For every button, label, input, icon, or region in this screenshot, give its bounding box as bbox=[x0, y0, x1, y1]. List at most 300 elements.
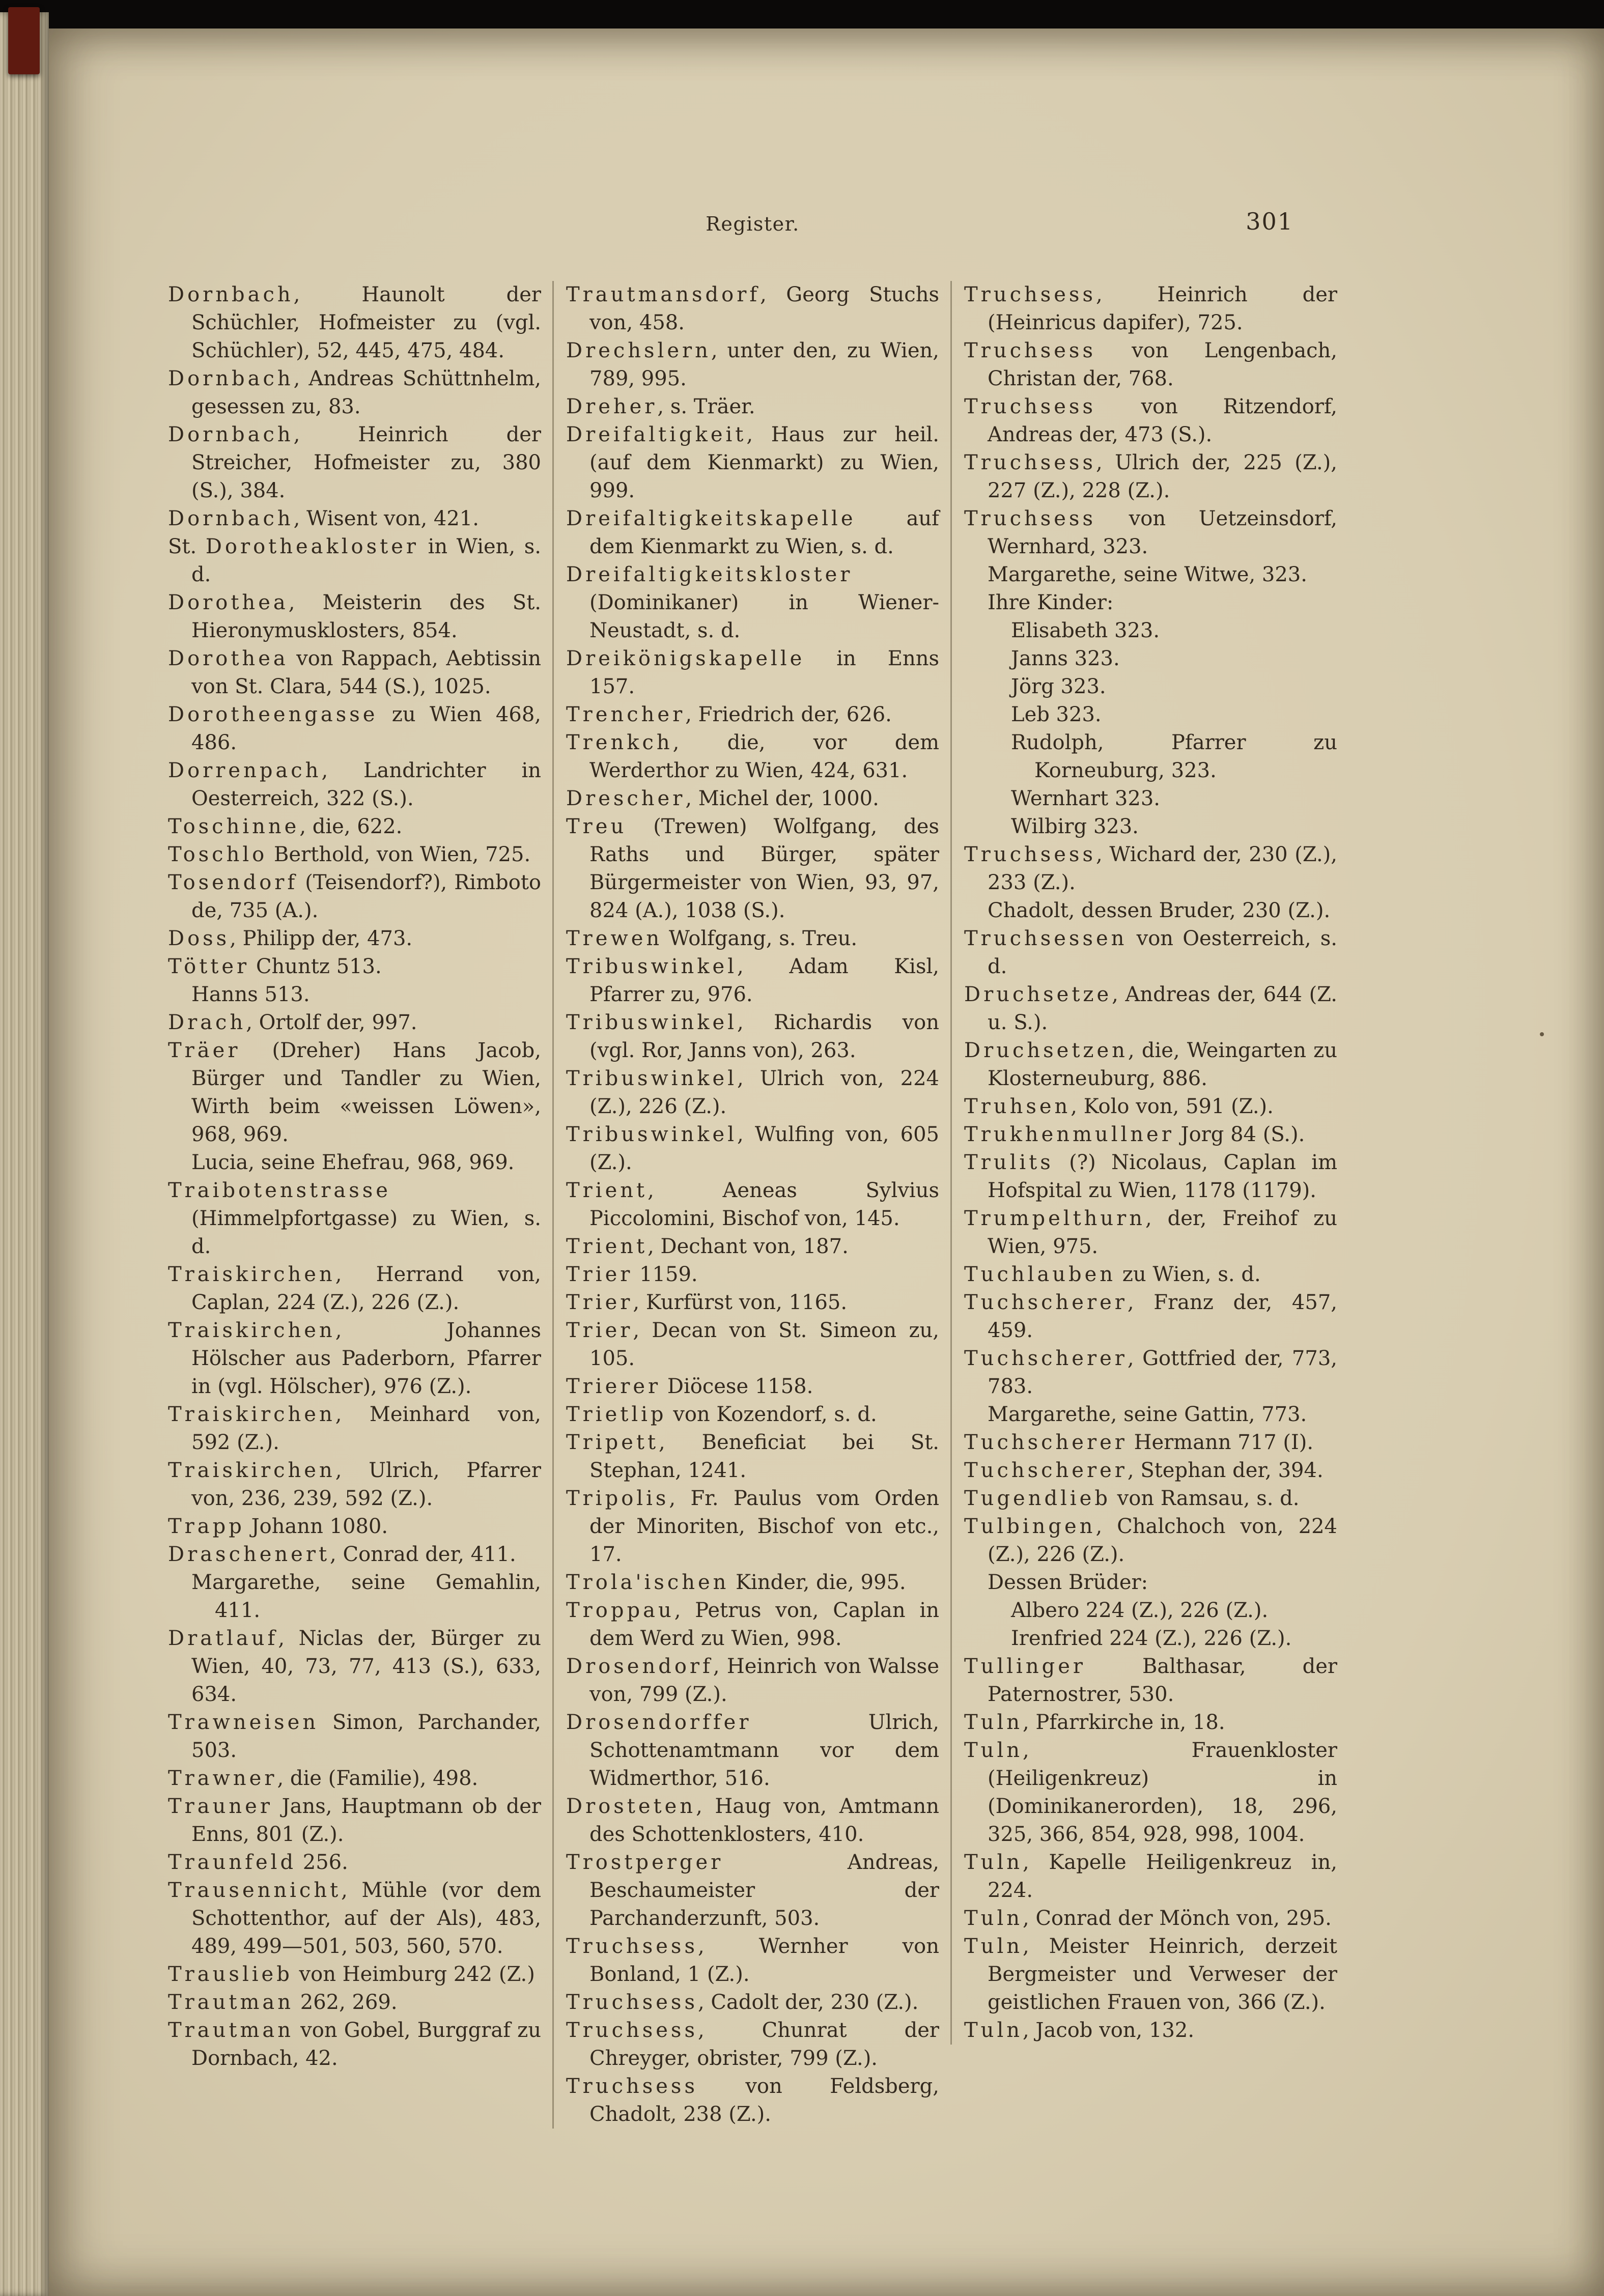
index-entry bbox=[566, 1429, 939, 1485]
entry-headword: Truchsess bbox=[964, 843, 1096, 866]
entry-text: (Trewen) Wolfgang, des Raths und Bürger, später Bürgermeister von Wien, 93, 97, 824 (A.), 1038 (S.). bbox=[589, 815, 939, 922]
entry-headword: Tuchscherer bbox=[964, 1459, 1128, 1482]
entry-text: , Jacob von, 132. bbox=[1023, 2019, 1195, 2042]
index-entry bbox=[168, 2017, 541, 2073]
entry-headword: Dreikönigskapelle bbox=[566, 647, 805, 670]
index-entry bbox=[964, 841, 1337, 897]
ink-speck bbox=[1540, 1032, 1544, 1036]
entry-text: , Chunrat der Chreyger, obrister, 799 (Z.). bbox=[589, 2019, 939, 2070]
entry-text: , Johannes Hölscher aus Paderborn, Pfarrer in (vgl. Hölscher), 976 (Z.). bbox=[191, 1319, 541, 1398]
entry-text: von Ramsau, s. d. bbox=[1110, 1487, 1300, 1510]
entry-text: , Pfarrkirche in, 18. bbox=[1023, 1711, 1225, 1734]
entry-text: Diöcese 1158. bbox=[661, 1375, 813, 1398]
entry-headword: Tuln bbox=[964, 1711, 1023, 1734]
index-entry bbox=[168, 1569, 541, 1625]
entry-headword: Druchsetzen bbox=[964, 1039, 1128, 1062]
entry-text: , Beneficiat bei St. Stephan, 1241. bbox=[589, 1431, 939, 1482]
entry-headword: Truchsessen bbox=[964, 927, 1128, 950]
index-entry bbox=[964, 1149, 1337, 1205]
entry-text: von Gobel, Burggraf zu Dornbach, 42. bbox=[191, 2019, 541, 2070]
index-entry bbox=[566, 1009, 939, 1065]
entry-text: von Lengenbach, Christan der, 768. bbox=[988, 339, 1337, 390]
entry-text: Jorg 84 (S.). bbox=[1174, 1123, 1305, 1146]
entry-headword: Traibotenstrasse bbox=[168, 1179, 391, 1202]
entry-headword: Trola'ischen bbox=[566, 1571, 729, 1594]
index-entry bbox=[168, 589, 541, 645]
entry-headword: Trulits bbox=[964, 1151, 1054, 1174]
entry-headword: Treu bbox=[566, 815, 627, 838]
index-entry bbox=[566, 1261, 939, 1289]
entry-text: , Ulrich, Pfarrer von, 236, 239, 592 (Z.). bbox=[191, 1459, 541, 1510]
entry-text: , Meisterin des St. Hieronymusklosters, 854. bbox=[191, 591, 541, 642]
entry-headword: Truchsess bbox=[566, 1991, 698, 2014]
entry-headword: Tugendlieb bbox=[964, 1487, 1111, 1510]
entry-headword: Dratlauf bbox=[168, 1627, 278, 1650]
entry-headword: Toschinne bbox=[168, 815, 300, 838]
index-entry bbox=[964, 1905, 1337, 1933]
entry-headword: Trumpelthurn bbox=[964, 1207, 1146, 1230]
index-entry bbox=[566, 645, 939, 701]
index-entry bbox=[168, 1625, 541, 1709]
entry-text: , die, 622. bbox=[299, 815, 403, 838]
index-entry bbox=[566, 421, 939, 505]
index-entry bbox=[964, 589, 1337, 617]
entry-text: auf dem Kienmarkt zu Wien, s. d. bbox=[589, 507, 939, 558]
index-entry bbox=[168, 869, 541, 925]
entry-headword: Trenkch bbox=[566, 731, 673, 754]
entry-headword: Träer bbox=[168, 1039, 241, 1062]
column-3 bbox=[950, 281, 1337, 2045]
entry-text: , die, vor dem Werderthor zu Wien, 424, 631. bbox=[589, 731, 939, 782]
entry-headword: Troppau bbox=[566, 1599, 674, 1622]
index-entry bbox=[168, 281, 541, 365]
book-cover-corner bbox=[8, 7, 40, 74]
entry-text: von Uetzeinsdorf, Wernhard, 323. bbox=[988, 507, 1337, 558]
entry-text: in Wien, s. d. bbox=[191, 535, 542, 586]
index-entry bbox=[168, 505, 541, 533]
index-entry bbox=[566, 1485, 939, 1569]
entry-text: , Heinrich der Streicher, Hofmeister zu, 380 (S.), 384. bbox=[191, 423, 541, 502]
entry-text: , Michel der, 1000. bbox=[685, 787, 879, 810]
entry-headword: Truchsess bbox=[964, 507, 1096, 530]
entry-text: , Kurfürst von, 1165. bbox=[633, 1291, 848, 1314]
entry-headword: Tribuswinkel bbox=[566, 1011, 737, 1034]
entry-headword: Tribuswinkel bbox=[566, 1123, 737, 1146]
entry-headword: Dornbach bbox=[168, 283, 294, 306]
index-entry bbox=[964, 1037, 1337, 1093]
index-entry bbox=[964, 1205, 1337, 1261]
index-entry bbox=[964, 645, 1337, 673]
entry-headword: Drescher bbox=[566, 787, 686, 810]
entry-headword: Doss bbox=[168, 927, 230, 950]
entry-text: , Niclas der, Bürger zu Wien, 40, 73, 77, 413 (S.), 633, 634. bbox=[191, 1627, 541, 1706]
index-entry bbox=[168, 1849, 541, 1877]
entry-text: zu Wien, s. d. bbox=[1116, 1263, 1261, 1286]
index-entry bbox=[168, 981, 541, 1009]
entry-text: , Haus zur heil. (auf dem Kienmarkt) zu Wien, 999. bbox=[589, 423, 939, 502]
entry-headword: Tuln bbox=[964, 1935, 1023, 1958]
entry-headword: Tuchscherer bbox=[964, 1431, 1128, 1454]
entry-text: Balthasar, der Paternostrer, 530. bbox=[988, 1655, 1337, 1706]
index-entry bbox=[964, 1485, 1337, 1513]
index-entry bbox=[168, 1009, 541, 1037]
index-entry bbox=[566, 1793, 939, 1849]
entry-text: , Ortolf der, 997. bbox=[246, 1011, 417, 1034]
entry-text: (?) Nicolaus, Caplan im Hofspital zu Wien, 1178 (1179). bbox=[988, 1151, 1337, 1202]
entry-headword: Tuln bbox=[964, 1907, 1023, 1930]
entry-text: Wilbirg 323. bbox=[1011, 815, 1139, 838]
entry-headword: Trier bbox=[566, 1263, 633, 1286]
entry-headword: Tribuswinkel bbox=[566, 1067, 737, 1090]
entry-text: , Cadolt der, 230 (Z.). bbox=[697, 1991, 919, 2014]
entry-headword: Tripolis bbox=[566, 1487, 669, 1510]
entry-text: von Feldsberg, Chadolt, 238 (Z.). bbox=[589, 2075, 939, 2126]
index-entry bbox=[566, 1709, 939, 1793]
entry-headword: Tribuswinkel bbox=[566, 955, 737, 978]
index-entry bbox=[964, 813, 1337, 841]
entry-text: Chadolt, dessen Bruder, 230 (Z.). bbox=[988, 899, 1331, 922]
entry-headword: Dorothea bbox=[168, 647, 289, 670]
entry-text: , Herrand von, Caplan, 224 (Z.), 226 (Z.). bbox=[191, 1263, 541, 1314]
entry-text: , s. Träer. bbox=[657, 395, 755, 418]
index-entry bbox=[964, 1709, 1337, 1737]
index-entry bbox=[566, 1989, 939, 2017]
entry-text: , Heinrich der (Heinricus dapifer), 725. bbox=[988, 283, 1337, 334]
entry-text: Albero 224 (Z.), 226 (Z.). bbox=[1011, 1599, 1269, 1622]
index-entry bbox=[964, 617, 1337, 645]
entry-headword: Dornbach bbox=[168, 507, 294, 530]
index-entry bbox=[566, 785, 939, 813]
index-entry bbox=[168, 925, 541, 953]
entry-text: , Aeneas Sylvius Piccolomini, Bischof von, 145. bbox=[589, 1179, 939, 1230]
index-entry bbox=[168, 1541, 541, 1569]
book-page-edges bbox=[0, 12, 49, 2296]
entry-text: , Wichard der, 230 (Z.), 233 (Z.). bbox=[988, 843, 1337, 894]
entry-headword: Trient bbox=[566, 1235, 648, 1258]
entry-headword: Dorotheengasse bbox=[168, 703, 378, 726]
entry-text: Wolfgang, s. Treu. bbox=[662, 927, 858, 950]
index-entry bbox=[566, 813, 939, 925]
index-entry bbox=[964, 281, 1337, 337]
index-entry bbox=[566, 505, 939, 561]
index-entry bbox=[168, 701, 541, 757]
index-entry bbox=[168, 1149, 541, 1177]
entry-text: , Ulrich der, 225 (Z.), 227 (Z.), 228 (Z.). bbox=[988, 451, 1337, 502]
entry-text: Margarethe, seine Witwe, 323. bbox=[988, 563, 1307, 586]
index-entry bbox=[964, 1457, 1337, 1485]
entry-headword: Trautman bbox=[168, 2019, 294, 2042]
entry-headword: Truchsess bbox=[566, 2075, 698, 2098]
index-entry bbox=[566, 701, 939, 729]
entry-headword: Traiskirchen bbox=[168, 1403, 335, 1426]
entry-headword: Trapp bbox=[168, 1515, 245, 1538]
entry-text: , Heinrich von Walsse von, 799 (Z.). bbox=[589, 1655, 939, 1706]
entry-text: , unter den, zu Wien, 789, 995. bbox=[589, 339, 939, 390]
entry-headword: Druchsetze bbox=[964, 983, 1112, 1006]
index-entry bbox=[168, 813, 541, 841]
entry-text: , Kolo von, 591 (Z.). bbox=[1071, 1095, 1274, 1118]
entry-text: von Rappach, Aebtissin von St. Clara, 544 (S.), 1025. bbox=[191, 647, 541, 698]
index-entry bbox=[566, 1373, 939, 1401]
index-entry bbox=[566, 1317, 939, 1373]
entry-headword: Trautman bbox=[168, 1991, 294, 2014]
entry-headword: Dornbach bbox=[168, 423, 294, 446]
entry-headword: Drach bbox=[168, 1011, 246, 1034]
entry-text: 1159. bbox=[633, 1263, 698, 1286]
index-entry bbox=[566, 281, 939, 337]
index-entry bbox=[168, 1513, 541, 1541]
index-entry bbox=[566, 953, 939, 1009]
entry-headword: Trauslieb bbox=[168, 1963, 293, 1986]
index-entry bbox=[566, 393, 939, 421]
entry-text: , Wernher von Bonland, 1 (Z.). bbox=[589, 1935, 939, 1986]
entry-headword: Drosendorffer bbox=[566, 1711, 752, 1734]
entry-text: , die (Familie), 498. bbox=[277, 1767, 479, 1790]
entry-text: Elisabeth 323. bbox=[1011, 619, 1160, 642]
entry-text: 256. bbox=[296, 1851, 348, 1874]
entry-headword: Traiskirchen bbox=[168, 1319, 335, 1342]
entry-text: , Adam Kisl, Pfarrer zu, 976. bbox=[589, 955, 939, 1006]
entry-headword: Tullinger bbox=[964, 1655, 1086, 1678]
entry-headword: Drechslern bbox=[566, 339, 711, 362]
index-entry bbox=[964, 393, 1337, 449]
entry-text: , Petrus von, Caplan in dem Werd zu Wien, 998. bbox=[589, 1599, 939, 1650]
entry-text: , Meinhard von, 592 (Z.). bbox=[191, 1403, 541, 1454]
entry-text: Margarethe, seine Gemahlin, 411. bbox=[191, 1571, 541, 1622]
index-entry bbox=[566, 1849, 939, 1933]
index-entry bbox=[964, 1933, 1337, 2017]
entry-headword: Traiskirchen bbox=[168, 1263, 335, 1286]
page-title: Register. bbox=[706, 213, 800, 235]
entry-text: , der, Freihof zu Wien, 975. bbox=[988, 1207, 1337, 1258]
paper-page bbox=[49, 29, 1604, 2296]
entry-text: , Wulfing von, 605 (Z.). bbox=[589, 1123, 939, 1174]
entry-text: Johann 1080. bbox=[244, 1515, 388, 1538]
entry-headword: Truchsess bbox=[964, 283, 1096, 306]
entry-text: Leb 323. bbox=[1011, 703, 1102, 726]
index-entry bbox=[168, 421, 541, 505]
index-entry bbox=[168, 1793, 541, 1849]
entry-text: Andreas, Beschaumeister der Parchanderzunft, 503. bbox=[589, 1851, 939, 1930]
entry-text: , Decan von St. Simeon zu, 105. bbox=[589, 1319, 939, 1370]
index-entry bbox=[168, 757, 541, 813]
entry-text: , Meister Heinrich, derzeit Bergmeister und Verweser der geistlichen Frauen von, 366 (Z.). bbox=[988, 1935, 1337, 2014]
entry-headword: Dornbach bbox=[168, 367, 294, 390]
index-entry bbox=[168, 1457, 541, 1513]
entry-headword: Trier bbox=[566, 1291, 633, 1314]
index-entry bbox=[964, 1429, 1337, 1457]
entry-headword: Tuchlauben bbox=[964, 1263, 1116, 1286]
index-entry bbox=[964, 1653, 1337, 1709]
entry-text: Chuntz 513. bbox=[249, 955, 382, 978]
index-entry bbox=[964, 785, 1337, 813]
index-entry bbox=[168, 1317, 541, 1401]
index-entry bbox=[964, 1121, 1337, 1149]
index-entry bbox=[566, 925, 939, 953]
index-entry bbox=[566, 2017, 939, 2073]
entry-text: , Andreas der, 644 (Z. u. S.). bbox=[988, 983, 1337, 1034]
page-number: 301 bbox=[1246, 208, 1293, 235]
entry-headword: Tötter bbox=[168, 955, 250, 978]
entry-text: , Richardis von (vgl. Ror, Janns von), 263. bbox=[589, 1011, 939, 1062]
entry-headword: Tuchscherer bbox=[964, 1347, 1128, 1370]
entry-text: Jörg 323. bbox=[1011, 675, 1106, 698]
index-entry bbox=[566, 1933, 939, 1989]
entry-text: (Dreher) Hans Jacob, Bürger und Tandler zu Wien, Wirth beim «weissen Löwen», 968, 969. bbox=[191, 1039, 541, 1146]
entry-text: Simon, Parchander, 503. bbox=[191, 1711, 541, 1762]
entry-text: , Conrad der, 411. bbox=[330, 1543, 516, 1566]
entry-text: Ulrich, Schottenamtmann vor dem Widmerthor, 516. bbox=[589, 1711, 939, 1790]
entry-headword: Dorotheakloster bbox=[205, 535, 419, 558]
index-entry bbox=[168, 645, 541, 701]
entry-headword: Traiskirchen bbox=[168, 1459, 335, 1482]
entry-headword: Trietlip bbox=[566, 1403, 667, 1426]
entry-headword: Traunfeld bbox=[168, 1851, 297, 1874]
columns bbox=[168, 281, 1337, 2129]
entry-headword: Trier bbox=[566, 1319, 633, 1342]
entry-text: , Philipp der, 473. bbox=[230, 927, 413, 950]
index-entry bbox=[964, 1261, 1337, 1289]
entry-headword: Trauner bbox=[168, 1795, 273, 1818]
index-entry bbox=[168, 1401, 541, 1457]
index-entry bbox=[964, 1625, 1337, 1653]
entry-text: , Landrichter in Oesterreich, 322 (S.). bbox=[191, 759, 541, 810]
index-entry bbox=[964, 1849, 1337, 1905]
entry-headword: Tosendorf bbox=[168, 871, 298, 894]
entry-text: , Conrad der Mönch von, 295. bbox=[1023, 1907, 1332, 1930]
entry-headword: Drosteten bbox=[566, 1795, 696, 1818]
index-entry bbox=[168, 1261, 541, 1317]
entry-headword: Trierer bbox=[566, 1375, 661, 1398]
entry-headword: Trostperger bbox=[566, 1851, 724, 1874]
entry-text: Lucia, seine Ehefrau, 968, 969. bbox=[191, 1151, 515, 1174]
entry-text: Irenfried 224 (Z.), 226 (Z.). bbox=[1011, 1627, 1292, 1650]
entry-text: Wernhart 323. bbox=[1011, 787, 1160, 810]
entry-headword: Dorrenpach bbox=[168, 759, 322, 782]
entry-text: , Gottfried der, 773, 783. bbox=[988, 1347, 1337, 1398]
entry-headword: Toschlo bbox=[168, 843, 268, 866]
entry-text: Ihre Kinder: bbox=[988, 591, 1114, 614]
index-entry bbox=[964, 925, 1337, 981]
index-entry bbox=[566, 1177, 939, 1233]
index-entry bbox=[964, 2017, 1337, 2045]
index-entry bbox=[964, 701, 1337, 729]
entry-text: Dessen Brüder: bbox=[988, 1571, 1148, 1594]
entry-text: , die, Weingarten zu Klosterneuburg, 886. bbox=[988, 1039, 1337, 1090]
entry-text: (Teisendorf?), Rimboto de, 735 (A.). bbox=[191, 871, 541, 922]
entry-headword: Trewen bbox=[566, 927, 663, 950]
index-entry bbox=[964, 1093, 1337, 1121]
entry-text: Jans, Hauptmann ob der Enns, 801 (Z.). bbox=[191, 1795, 541, 1846]
entry-text: , Mühle (vor dem Schottenthor, auf der Als), 483, 489, 499—501, 503, 560, 570. bbox=[191, 1879, 541, 1958]
entry-headword: Tulbingen bbox=[964, 1515, 1096, 1538]
entry-text: Janns 323. bbox=[1011, 647, 1120, 670]
entry-headword: Tuchscherer bbox=[964, 1291, 1128, 1314]
index-entry bbox=[566, 337, 939, 393]
index-entry bbox=[964, 1513, 1337, 1569]
index-entry bbox=[964, 1345, 1337, 1401]
index-entry bbox=[168, 1177, 541, 1261]
entry-headword: Trencher bbox=[566, 703, 686, 726]
entry-headword: Trient bbox=[566, 1179, 648, 1202]
entry-text: , Andreas Schüttnhelm, gesessen zu, 83. bbox=[191, 367, 541, 418]
index-entry bbox=[964, 1401, 1337, 1429]
entry-text: 262, 269. bbox=[294, 1991, 398, 2014]
entry-headword: Trukhenmullner bbox=[964, 1123, 1174, 1146]
index-entry bbox=[964, 337, 1337, 393]
entry-headword: Truchsess bbox=[566, 2019, 698, 2042]
entry-headword: Dreher bbox=[566, 395, 658, 418]
page-header bbox=[168, 208, 1337, 245]
entry-text: , Franz der, 457, 459. bbox=[988, 1291, 1337, 1342]
entry-text: , Dechant von, 187. bbox=[648, 1235, 849, 1258]
entry-text: , Chalchoch von, 224 (Z.), 226 (Z.). bbox=[988, 1515, 1337, 1566]
entry-text: Rudolph, Pfarrer zu Korneuburg, 323. bbox=[1011, 731, 1337, 782]
entry-headword: Tuln bbox=[964, 2019, 1023, 2042]
column-1 bbox=[168, 281, 541, 2073]
index-entry bbox=[168, 1989, 541, 2017]
index-entry bbox=[566, 729, 939, 785]
index-entry bbox=[964, 1597, 1337, 1625]
entry-text: von Ritzendorf, Andreas der, 473 (S.). bbox=[988, 395, 1337, 446]
entry-text: , Georg Stuchs von, 458. bbox=[589, 283, 939, 334]
entry-headword: Truchsess bbox=[964, 339, 1096, 362]
entry-headword: Tuln bbox=[964, 1851, 1023, 1874]
index-entry bbox=[566, 1289, 939, 1317]
entry-text: , Ulrich von, 224 (Z.), 226 (Z.). bbox=[589, 1067, 939, 1118]
entry-headword: Trawner bbox=[168, 1767, 277, 1790]
entry-text: Berthold, von Wien, 725. bbox=[267, 843, 531, 866]
index-entry bbox=[964, 729, 1337, 785]
entry-text: (Himmelpfortgasse) zu Wien, s. d. bbox=[191, 1207, 541, 1258]
index-entry bbox=[168, 1765, 541, 1793]
index-entry bbox=[168, 1037, 541, 1149]
index-entry bbox=[964, 449, 1337, 505]
entry-text: von Oesterreich, s. d. bbox=[988, 927, 1337, 978]
entry-headword: Truchsess bbox=[566, 1935, 698, 1958]
index-entry bbox=[964, 673, 1337, 701]
entry-headword: Dreifaltigkeit bbox=[566, 423, 747, 446]
index-entry bbox=[566, 1065, 939, 1121]
entry-text: von Kozendorf, s. d. bbox=[666, 1403, 877, 1426]
entry-text: , Haug von, Amtmann des Schottenklosters, 410. bbox=[589, 1795, 939, 1846]
index-entry bbox=[566, 1653, 939, 1709]
entry-prefix: St. bbox=[168, 535, 206, 558]
entry-headword: Tripett bbox=[566, 1431, 659, 1454]
entry-headword: Trawneisen bbox=[168, 1711, 319, 1734]
index-entry bbox=[964, 1569, 1337, 1597]
entry-text: , Haunolt der Schüchler, Hofmeister zu (vgl. Schüchler), 52, 445, 475, 484. bbox=[191, 283, 541, 362]
index-entry bbox=[168, 953, 541, 981]
entry-headword: Tuln bbox=[964, 1739, 1023, 1762]
index-entry bbox=[964, 1737, 1337, 1849]
index-entry bbox=[964, 981, 1337, 1037]
entry-text: , Wisent von, 421. bbox=[293, 507, 479, 530]
index-entry bbox=[964, 897, 1337, 925]
entry-text: Margarethe, seine Gattin, 773. bbox=[988, 1403, 1307, 1426]
index-entry bbox=[566, 1121, 939, 1177]
entry-headword: Truchsess bbox=[964, 395, 1096, 418]
index-entry bbox=[964, 505, 1337, 561]
index-entry bbox=[168, 1961, 541, 1989]
entry-text: , Stephan der, 394. bbox=[1127, 1459, 1324, 1482]
index-entry bbox=[566, 1233, 939, 1261]
index-entry bbox=[566, 1569, 939, 1597]
entry-text: zu Wien 468, 486. bbox=[191, 703, 541, 754]
entry-headword: Dorothea bbox=[168, 591, 289, 614]
entry-headword: Truhsen bbox=[964, 1095, 1071, 1118]
index-entry bbox=[566, 561, 939, 645]
